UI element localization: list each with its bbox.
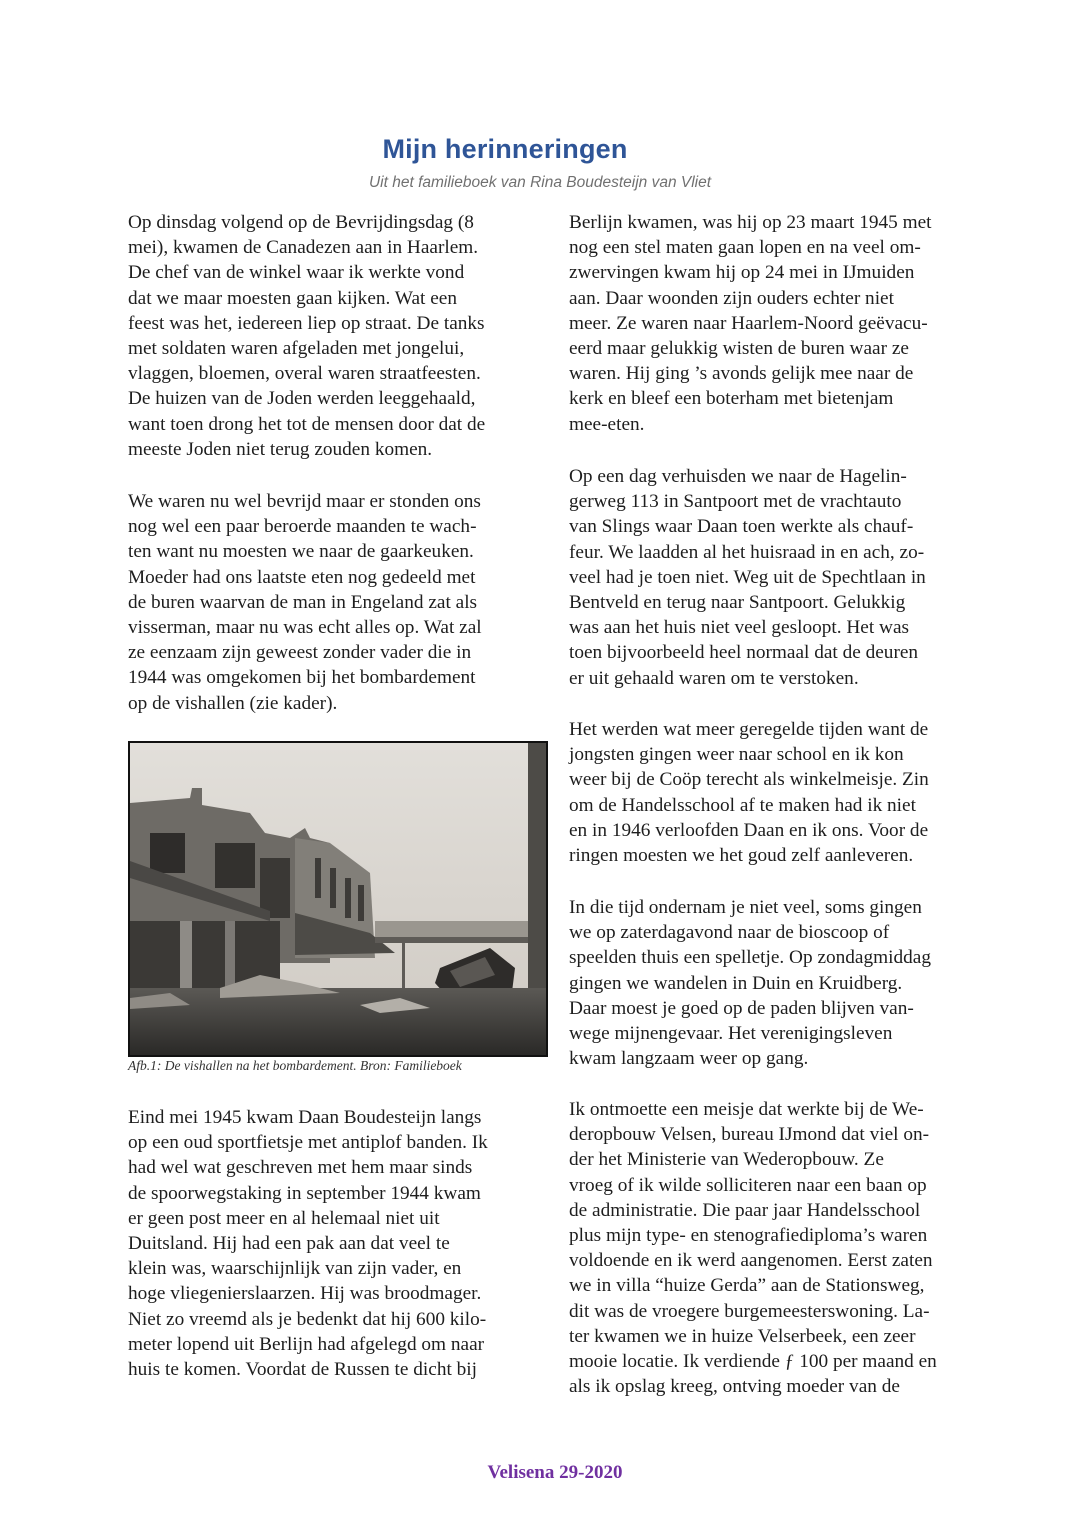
ruins-photo-illustration xyxy=(130,743,546,1055)
paragraph-liberation-day: Op dinsdag volgend op de Bevrijdingsdag (8 mei), kwamen de Canadezen aan in Haarlem. De chef van de winkel waar ik werkte vond dat we maar moesten gaan kijken. Wat een feest was het, iedereen liep op straat. De tanks met soldaten waren afgeladen met jongelui, vlaggen, bloemen, overal waren straatfeesten. De huizen van de Joden werden leeggehaald, want toen drong het tot de mensen door dat de meeste Joden niet terug zouden komen. xyxy=(128,212,486,460)
page-footer: Velisena 29-2020 xyxy=(487,1462,623,1483)
photo-caption: Afb.1: De vishallen na het bombardement. Bron: Familieboek xyxy=(128,1058,462,1073)
page-subtitle: Uit het familieboek van Rina Boudesteijn van Vliet xyxy=(368,174,712,191)
paragraph-hard-months: We waren nu wel bevrijd maar er stonden ons nog wel een paar beroerde maanden te wach- ten want nu moesten we naar de gaarkeuken. Moeder had ons laatste eten nog gedeeld met de buren waarvan de man in Engeland zat als visserman, maar nu was echt alles op. Wat zal ze eenzaam zijn geweest zonder vader die in 1944 was omgekomen bij het bombardement op de vishallen (zie kader). xyxy=(128,491,482,714)
page-title: Mijn herinneringen xyxy=(382,134,628,164)
paragraph-new-job: Ik ontmoette een meisje dat werkte bij de We- deropbouw Velsen, bureau IJmond dat viel on- der het Ministerie van Wederopbouw. Ze vroeg of ik wilde solliciteren naar een baan op de administratie. Die paar jaar Handelsschool plus mijn type- en stenografiediploma’s waren voldoende en ik werd aangenomen. Eerst zaten we in villa “huize Gerda” aan de Stationsweg, dit was de vroegere burgemeesterswoning. La- ter kwamen we in huize Velserbeek, een zeer mooie locatie. Ik verdiende ƒ 100 per maand en als ik opslag kreeg, ontving moeder van de xyxy=(569,1099,937,1398)
photo-bombed-fish-halls xyxy=(128,741,548,1057)
paragraph-leisure: In die tijd ondernam je niet veel, soms gingen we op zaterdagavond naar de bioscoop of speelden thuis een spelletje. Op zondagmiddag gingen we wandelen in Duin en Kruidberg. Daar moest je goed op de paden blijven van- wege mijnengevaar. Het verenigingsleven kwam langzaam weer op gang. xyxy=(569,897,931,1070)
paragraph-engagement: Het werden wat meer geregelde tijden want de jongsten gingen weer naar school en ik kon weer bij de Coöp terecht als winkelmeisje. Zin om de Handelsschool af te maken had ik niet en in 1946 verloofden Daan en ik ons. Voor de ringen moesten we het goud zelf aanleveren. xyxy=(569,719,929,867)
paragraph-journey-from-berlin: Berlijn kwamen, was hij op 23 maart 1945 met nog een stel maten gaan lopen en na veel om- zwervingen kwam hij op 24 mei in IJmuiden aan. Daar woonden zijn ouders echter niet meer. Ze waren naar Haarlem-Noord geëvacu- eerd maar gelukkig wisten de buren waar ze waren. Hij ging ’s avonds gelijk mee naar de kerk en bleef een boterham met bietenjam mee-eten. xyxy=(569,212,932,435)
paragraph-daan-returns: Eind mei 1945 kwam Daan Boudesteijn langs op een oud sportfietsje met antiplof banden. Ik had wel wat geschreven met hem maar sinds de spoorwegstaking in september 1944 kwam er geen post meer en al helemaal niet uit Duitsland. Hij had een pak aan dat veel te klein was, waarschijnlijk van zijn vader, en hoge vliegenierslaarzen. Hij was broodmager. Niet zo vreemd als je bedenkt dat hij 600 kilo- meter lopend uit Berlijn had afgelegd om naar huis te komen. Voordat de Russen te dicht bij xyxy=(128,1107,488,1381)
paragraph-moving-santpoort: Op een dag verhuisden we naar de Hagelin- gerweg 113 in Santpoort met de vrachtauto van Slings waar Daan toen werkte als chauf- feur. We laadden al het huisraad in en ach, zo- veel had je toen niet. Weg uit de Spechtlaan in Bentveld en terug naar Santpoort. Gelukkig was aan het huis niet veel gesloopt. Het was toen bijvoorbeeld heel normaal dat de deuren er uit gehaald waren om te verstoken. xyxy=(569,466,926,689)
